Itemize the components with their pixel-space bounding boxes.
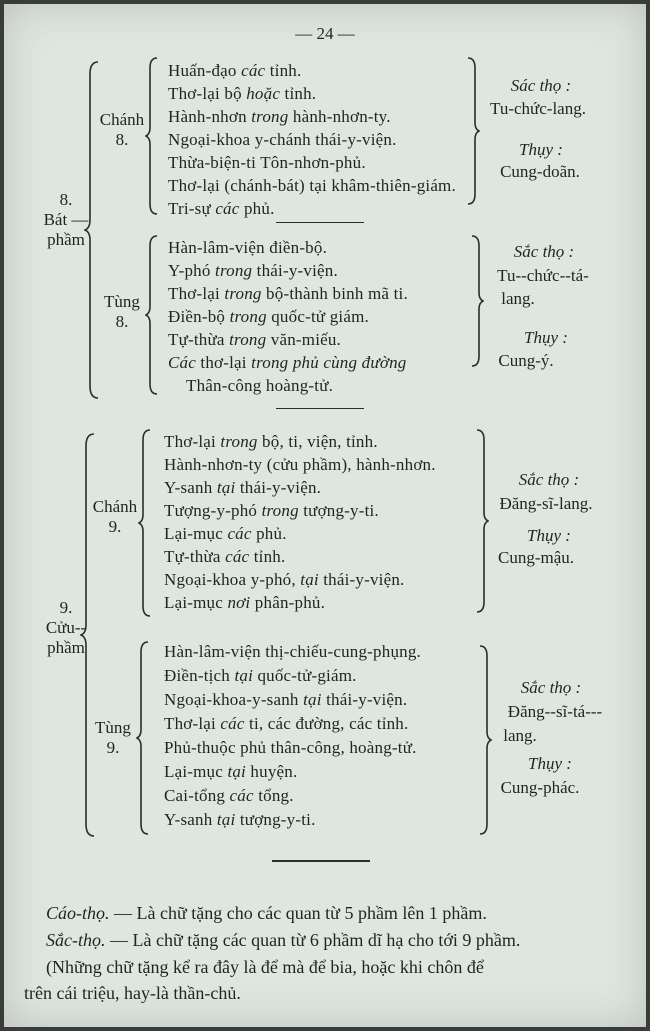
office-text-italic: tại: [234, 666, 253, 685]
office-text-italic: tại: [227, 762, 246, 781]
office-text: Cai-tổng: [164, 786, 230, 805]
office-text: phủ.: [239, 199, 275, 218]
office-line: [168, 107, 391, 127]
office-text-italic: hoặc: [246, 84, 281, 103]
office-text: Lại-mục: [164, 762, 228, 781]
office-text: thái-y-viện.: [252, 261, 338, 280]
office-text: quốc-tử-giám.: [253, 666, 357, 685]
thuy-value: Cung-doãn.: [500, 162, 580, 181]
office-text: Thơ-lại: [168, 284, 225, 303]
office-text: Thân-công hoàng-tử.: [186, 376, 334, 395]
tung-8-label: [94, 292, 150, 332]
office-line: [164, 786, 294, 806]
thuy-value: Cung-phác.: [500, 778, 580, 797]
grade-9-name-2: phầm: [47, 638, 85, 657]
office-text-italic: nơi: [227, 593, 251, 612]
note-text: — Là chữ tặng các quan từ 6 phầm dĩ hạ cho tới 9 phầm.: [105, 930, 521, 950]
office-text-italic: trong: [220, 432, 258, 451]
rank-label-number: 9.: [106, 738, 120, 757]
grade-8-number: 8.: [59, 190, 73, 209]
page-number: — 24 —: [295, 24, 355, 43]
note-paren-line-1: (Những chữ tặng kể ra đây là để mà để bia, hoặc khi chôn để: [46, 957, 484, 977]
office-text: Hàn-lâm-viện điền-bộ.: [168, 238, 328, 257]
office-text: Thơ-lại: [164, 714, 221, 733]
thuy-label: Thụy :: [527, 526, 571, 545]
rank-label-number: 8.: [115, 312, 129, 331]
thuy-value: Cung-ý.: [498, 351, 554, 370]
office-line: [168, 153, 366, 173]
office-text: Ngoại-khoa y-phó,: [164, 570, 301, 589]
grade-8-name-1: Bát —: [43, 210, 89, 229]
sac-tho-value: Tu-chức-lang.: [490, 99, 586, 118]
thuy-value: Cung-mậu.: [497, 548, 575, 567]
office-text: ti, các đường, các tỉnh.: [244, 714, 409, 733]
office-line: [164, 738, 417, 758]
office-text-italic: trong: [224, 284, 262, 303]
office-line: [164, 455, 436, 475]
grade-9-name-1: Cửu--: [45, 618, 87, 637]
office-text: thái-y-viện.: [235, 478, 322, 497]
office-line: [186, 376, 333, 396]
office-line: [164, 810, 316, 830]
office-text: Thừa-biện-ti Tôn-nhơn-phủ.: [168, 153, 366, 172]
office-text: Thơ-lại (chánh-bát) tại khâm-thiên-giám.: [168, 176, 456, 195]
office-text-italic: trong: [215, 261, 253, 280]
office-text-italic: trong: [229, 307, 267, 326]
grade-9-brace: [80, 432, 96, 838]
note-term: Cáo-thọ.: [46, 903, 110, 923]
office-line: [168, 284, 408, 304]
office-line: [168, 261, 338, 281]
book-page: [4, 4, 646, 1027]
office-line: [164, 642, 421, 662]
rank-label-word: Tùng: [104, 292, 140, 311]
office-text-italic: tại: [303, 690, 322, 709]
office-line: [168, 84, 316, 104]
office-text: phủ.: [251, 524, 287, 543]
office-line: [168, 61, 301, 81]
office-text: Ngoại-khoa y-chánh thái-y-viện.: [168, 130, 397, 149]
office-text: phân-phủ.: [250, 593, 326, 612]
office-text: Lại-mục: [164, 593, 228, 612]
office-line: [168, 130, 397, 150]
office-text: quốc-tử giám.: [266, 307, 369, 326]
note-sac-tho: [46, 930, 520, 951]
sac-tho-value: Đăng-sĩ-lang.: [499, 494, 593, 513]
office-text-italic: trong: [251, 107, 289, 126]
office-line: [164, 570, 405, 590]
office-text: Điền-tịch: [164, 666, 235, 685]
sac-tho-value-cont: lang.: [501, 289, 535, 308]
thuy-label: Thụy :: [519, 140, 563, 159]
office-text: Y-phó: [168, 261, 216, 280]
sac-tho-value: Tu--chức--tá-: [497, 266, 589, 285]
office-text: bộ, ti, viện, tỉnh.: [257, 432, 378, 451]
rank-label-word: Chánh: [99, 110, 145, 129]
tung-9-label: [84, 718, 142, 758]
office-line: [168, 238, 327, 258]
section-divider: [276, 222, 364, 223]
office-text: Tự-thừa: [164, 547, 226, 566]
note-text: — Là chữ tặng cho các quan từ 5 phầm lên 1 phầm.: [109, 903, 487, 923]
office-line: [164, 714, 408, 734]
office-line: [168, 199, 275, 219]
office-line: [168, 176, 456, 196]
office-text: huyện.: [245, 762, 298, 781]
sac-tho-value: Đăng--sĩ-tá---: [507, 702, 603, 721]
grade-9-number: 9.: [59, 598, 73, 617]
office-text-italic: các: [227, 524, 252, 543]
office-text-italic: tại: [300, 570, 319, 589]
sac-tho-label: Sắc thọ :: [520, 678, 582, 697]
office-text: Ngoại-khoa-y-sanh: [164, 690, 304, 709]
office-text: Tượng-y-phó: [164, 501, 262, 520]
chanh-8-title-brace: [466, 56, 480, 206]
office-text-italic: các: [241, 61, 266, 80]
office-text-italic: các: [225, 547, 250, 566]
office-text: tỉnh.: [280, 84, 317, 103]
rank-label-word: Tùng: [95, 718, 131, 737]
note-cao-tho: [46, 903, 487, 924]
office-text-italic: tại: [216, 478, 236, 497]
sac-tho-value-cont: lang.: [503, 726, 537, 745]
chanh-9-title-brace: [475, 428, 489, 614]
grade-8-name-2: phầm: [47, 230, 85, 249]
office-line: [164, 478, 321, 498]
sac-tho-label: Sác thọ :: [510, 76, 572, 95]
office-text: tổng.: [253, 786, 294, 805]
office-text: bộ-thành binh mã ti.: [261, 284, 408, 303]
tung-8-brace: [145, 234, 159, 396]
office-line: [164, 547, 285, 567]
office-text-italic: các: [229, 786, 254, 805]
office-text: Huấn-đạo: [168, 61, 242, 80]
chanh-9-label: [86, 497, 144, 537]
office-text: Hàn-lâm-viện thị-chiếu-cung-phụng.: [164, 642, 421, 661]
office-text: Phủ-thuộc phủ thân-công, hoàng-tử.: [164, 738, 417, 757]
section-divider: [276, 408, 364, 409]
office-line: [164, 593, 325, 613]
tung-9-brace: [136, 640, 150, 836]
chanh-9-brace: [138, 428, 152, 618]
office-line: [168, 307, 369, 327]
office-text: tượng-y-ti.: [298, 501, 379, 520]
rank-label-word: Chánh: [92, 497, 138, 516]
office-text: Y-sanh: [164, 810, 217, 829]
office-text: Thơ-lại bộ: [168, 84, 247, 103]
office-line: [168, 330, 341, 350]
office-line: [168, 353, 407, 373]
office-text: tỉnh.: [265, 61, 302, 80]
office-text: Lại-mục: [164, 524, 228, 543]
office-text-italic: trong phủ cùng đường: [251, 353, 407, 372]
sac-tho-label: Sắc thọ :: [513, 242, 575, 261]
office-text: văn-miếu.: [266, 330, 342, 349]
office-text: tượng-y-ti.: [235, 810, 316, 829]
office-text: thái-y-viện.: [318, 570, 405, 589]
section-divider: [272, 860, 370, 862]
office-text-italic: tại: [216, 810, 236, 829]
rank-label-number: 8.: [115, 130, 129, 149]
office-line: [164, 432, 378, 452]
note-term: Sắc-thọ.: [46, 930, 106, 950]
chanh-8-label: [94, 110, 150, 150]
office-text: Hành-nhơn: [168, 107, 252, 126]
office-text: tỉnh.: [249, 547, 286, 566]
office-text-italic: các: [215, 199, 240, 218]
office-text: Hành-nhơn-ty (cửu phầm), hành-nhơn.: [164, 455, 436, 474]
office-text-italic: các: [220, 714, 245, 733]
office-line: [164, 762, 297, 782]
office-line: [164, 524, 287, 544]
office-text-italic: trong: [229, 330, 267, 349]
rank-label-number: 9.: [108, 517, 122, 536]
thuy-label: Thụy :: [524, 328, 568, 347]
office-line: [164, 501, 379, 521]
office-text: Điền-bộ: [168, 307, 230, 326]
thuy-label: Thụy :: [528, 754, 572, 773]
chanh-8-brace: [145, 56, 159, 216]
office-text: hành-nhơn-ty.: [288, 107, 391, 126]
office-text: Y-sanh: [164, 478, 217, 497]
office-text-italic: trong: [261, 501, 299, 520]
office-text: Tri-sự: [168, 199, 216, 218]
office-text-italic: Các: [168, 353, 196, 372]
note-paren-line-2: trên cái triệu, hay-là thần-chủ.: [24, 983, 241, 1003]
sac-tho-label: Sắc thọ :: [518, 470, 580, 489]
office-text: thái-y-viện.: [321, 690, 408, 709]
office-line: [164, 666, 357, 686]
office-line: [164, 690, 407, 710]
office-text: Thơ-lại: [164, 432, 221, 451]
office-text: thơ-lại: [195, 353, 252, 372]
office-text: Tự-thừa: [168, 330, 230, 349]
